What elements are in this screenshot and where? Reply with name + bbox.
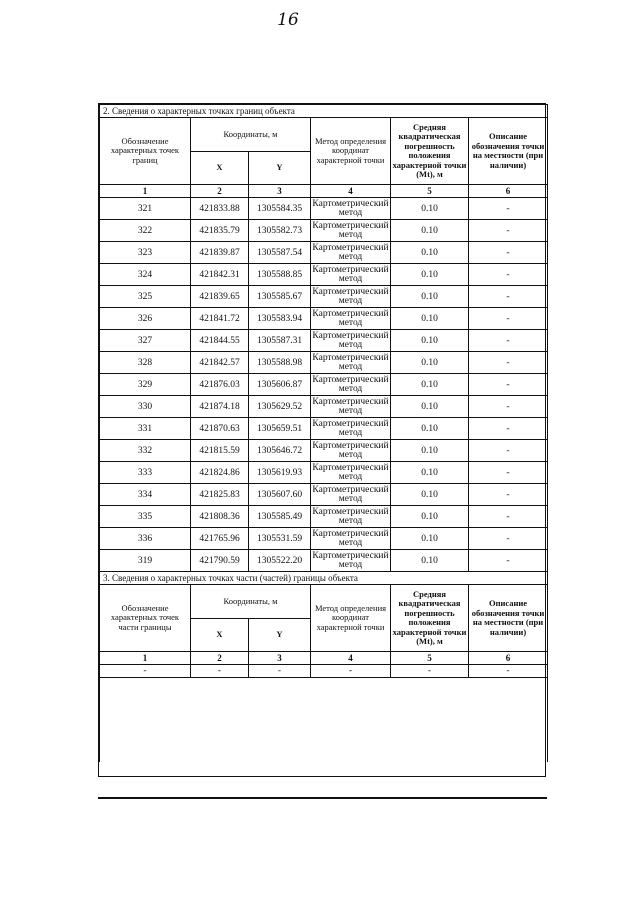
point-id-cell: - [100,665,191,678]
method-cell: Картометрический метод [312,462,389,482]
column-number: 4 [311,652,391,665]
table-row [100,308,548,330]
header-x: X [191,152,249,185]
description-cell: - [469,418,548,440]
accuracy-cell: 0.10 [391,418,469,440]
x-coordinate-cell: 421765.96 [191,528,249,550]
description-cell: - [469,242,548,264]
method-cell: Картометрический метод [312,264,389,284]
y-coordinate-cell: 1305619.93 [249,462,311,484]
table-row [100,484,548,506]
description-cell: - [469,396,548,418]
y-coordinate-cell: 1305585.67 [249,286,311,308]
y-coordinate-cell: 1305659.51 [249,418,311,440]
point-id-cell: 332 [100,440,191,462]
table-row [100,374,548,396]
method-cell: Картометрический метод [312,374,389,394]
header-method: Метод определения координат характерной точки [311,585,391,652]
empty-area [100,678,548,763]
point-id-cell: 329 [100,374,191,396]
point-id-cell: 321 [100,198,191,220]
header-description: Описание обозначения точки на местности (при наличии) [469,118,548,185]
column-number: 3 [249,652,311,665]
table-row [100,352,548,374]
point-id-cell: 336 [100,528,191,550]
description-cell: - [469,374,548,396]
point-id-cell: 324 [100,264,191,286]
point-id-cell: 322 [100,220,191,242]
point-id-cell: 319 [100,550,191,572]
table-row [100,286,548,308]
x-coordinate-cell: 421833.88 [191,198,249,220]
accuracy-cell: 0.10 [391,220,469,242]
method-cell: Картометрический метод [312,396,389,416]
page-number: 16 [277,10,299,30]
point-id-cell: 326 [100,308,191,330]
description-cell: - [469,528,548,550]
method-cell: Картометрический метод [312,286,389,306]
column-number: 1 [100,185,191,198]
x-coordinate-cell: - [191,665,249,678]
header-method: Метод определения координат характерной точки [311,118,391,185]
table-row [100,264,548,286]
header-accuracy: Средняя квадратическая погрешность положения характерной точки (Mt), м [391,585,469,652]
y-coordinate-cell: 1305646.72 [249,440,311,462]
column-number: 1 [100,652,191,665]
header-coordinates: Координаты, м [191,585,311,619]
x-coordinate-cell: 421839.87 [191,242,249,264]
description-cell: - [469,330,548,352]
description-cell: - [469,264,548,286]
section-3-title: 3. Сведения о характерных точках части (частей) границы объекта [100,572,548,585]
x-coordinate-cell: 421824.86 [191,462,249,484]
accuracy-cell: 0.10 [391,484,469,506]
point-id-cell: 330 [100,396,191,418]
method-cell: Картометрический метод [312,484,389,504]
y-coordinate-cell: 1305587.31 [249,330,311,352]
description-cell: - [469,550,548,572]
method-cell: Картометрический метод [312,308,389,328]
y-coordinate-cell: 1305582.73 [249,220,311,242]
x-coordinate-cell: 421842.31 [191,264,249,286]
accuracy-cell: 0.10 [391,264,469,286]
accuracy-cell: 0.10 [391,308,469,330]
method-cell: - [311,665,391,678]
method-cell: Картометрический метод [312,418,389,438]
description-cell: - [469,440,548,462]
table-row [100,418,548,440]
description-cell: - [469,220,548,242]
x-coordinate-cell: 421839.65 [191,286,249,308]
description-cell: - [469,462,548,484]
table-row [100,330,548,352]
bottom-rule [98,797,547,799]
y-coordinate-cell: 1305531.59 [249,528,311,550]
y-coordinate-cell: 1305606.87 [249,374,311,396]
column-numbers-row [100,185,548,198]
table-row [100,220,548,242]
description-cell: - [469,198,548,220]
accuracy-cell: 0.10 [391,242,469,264]
y-coordinate-cell: 1305584.35 [249,198,311,220]
x-coordinate-cell: 421835.79 [191,220,249,242]
x-coordinate-cell: 421842.57 [191,352,249,374]
method-cell: Картометрический метод [312,242,389,262]
accuracy-cell: 0.10 [391,330,469,352]
y-coordinate-cell: 1305522.20 [249,550,311,572]
x-coordinate-cell: 421870.63 [191,418,249,440]
column-number: 5 [391,185,469,198]
header-designation: Обозначение характерных точек границ [100,118,191,185]
x-coordinate-cell: 421825.83 [191,484,249,506]
y-coordinate-cell: 1305629.52 [249,396,311,418]
description-cell: - [469,286,548,308]
description-cell: - [469,484,548,506]
accuracy-cell: 0.10 [391,506,469,528]
point-id-cell: 335 [100,506,191,528]
document-frame [98,103,546,777]
column-number: 4 [311,185,391,198]
table-row [100,665,548,678]
method-cell: Картометрический метод [312,352,389,372]
y-coordinate-cell: 1305583.94 [249,308,311,330]
point-id-cell: 323 [100,242,191,264]
y-coordinate-cell: 1305588.98 [249,352,311,374]
method-cell: Картометрический метод [312,440,389,460]
header-coordinates: Координаты, м [191,118,311,152]
point-id-cell: 328 [100,352,191,374]
method-cell: Картометрический метод [312,528,389,548]
header-x: X [191,619,249,652]
table-row [100,462,548,484]
point-id-cell: 331 [100,418,191,440]
x-coordinate-cell: 421815.59 [191,440,249,462]
accuracy-cell: 0.10 [391,352,469,374]
point-id-cell: 334 [100,484,191,506]
column-number: 6 [469,185,548,198]
x-coordinate-cell: 421876.03 [191,374,249,396]
table-row [100,242,548,264]
accuracy-cell: 0.10 [391,528,469,550]
accuracy-cell: 0.10 [391,374,469,396]
description-cell: - [469,352,548,374]
accuracy-cell: 0.10 [391,462,469,484]
header-designation: Обозначение характерных точек части границы [100,585,191,652]
y-coordinate-cell: 1305585.49 [249,506,311,528]
table-row [100,198,548,220]
accuracy-cell: 0.10 [391,396,469,418]
column-number: 5 [391,652,469,665]
header-description: Описание обозначения точки на местности (при наличии) [469,585,548,652]
y-coordinate-cell: 1305587.54 [249,242,311,264]
method-cell: Картометрический метод [312,198,389,218]
table-row [100,528,548,550]
column-number: 2 [191,652,249,665]
y-coordinate-cell: 1305588.85 [249,264,311,286]
table-row [100,550,548,572]
accuracy-cell: - [391,665,469,678]
header-y: Y [249,619,311,652]
description-cell: - [469,665,548,678]
y-coordinate-cell: - [249,665,311,678]
table-row [100,440,548,462]
description-cell: - [469,308,548,330]
method-cell: Картометрический метод [312,506,389,526]
column-number: 6 [469,652,548,665]
column-numbers-row [100,652,548,665]
method-cell: Картометрический метод [312,330,389,350]
accuracy-cell: 0.10 [391,550,469,572]
x-coordinate-cell: 421841.72 [191,308,249,330]
x-coordinate-cell: 421808.36 [191,506,249,528]
x-coordinate-cell: 421874.18 [191,396,249,418]
x-coordinate-cell: 421844.55 [191,330,249,352]
header-accuracy: Средняя квадратическая погрешность положения характерной точки (Mt), м [391,118,469,185]
x-coordinate-cell: 421790.59 [191,550,249,572]
section-2-title: 2. Сведения о характерных точках границ объекта [100,105,548,118]
accuracy-cell: 0.10 [391,286,469,308]
points-table [99,104,548,762]
accuracy-cell: 0.10 [391,440,469,462]
point-id-cell: 327 [100,330,191,352]
y-coordinate-cell: 1305607.60 [249,484,311,506]
description-cell: - [469,506,548,528]
table-row [100,506,548,528]
method-cell: Картометрический метод [312,550,389,570]
accuracy-cell: 0.10 [391,198,469,220]
method-cell: Картометрический метод [312,220,389,240]
column-number: 3 [249,185,311,198]
column-number: 2 [191,185,249,198]
point-id-cell: 333 [100,462,191,484]
header-y: Y [249,152,311,185]
table-row [100,396,548,418]
point-id-cell: 325 [100,286,191,308]
